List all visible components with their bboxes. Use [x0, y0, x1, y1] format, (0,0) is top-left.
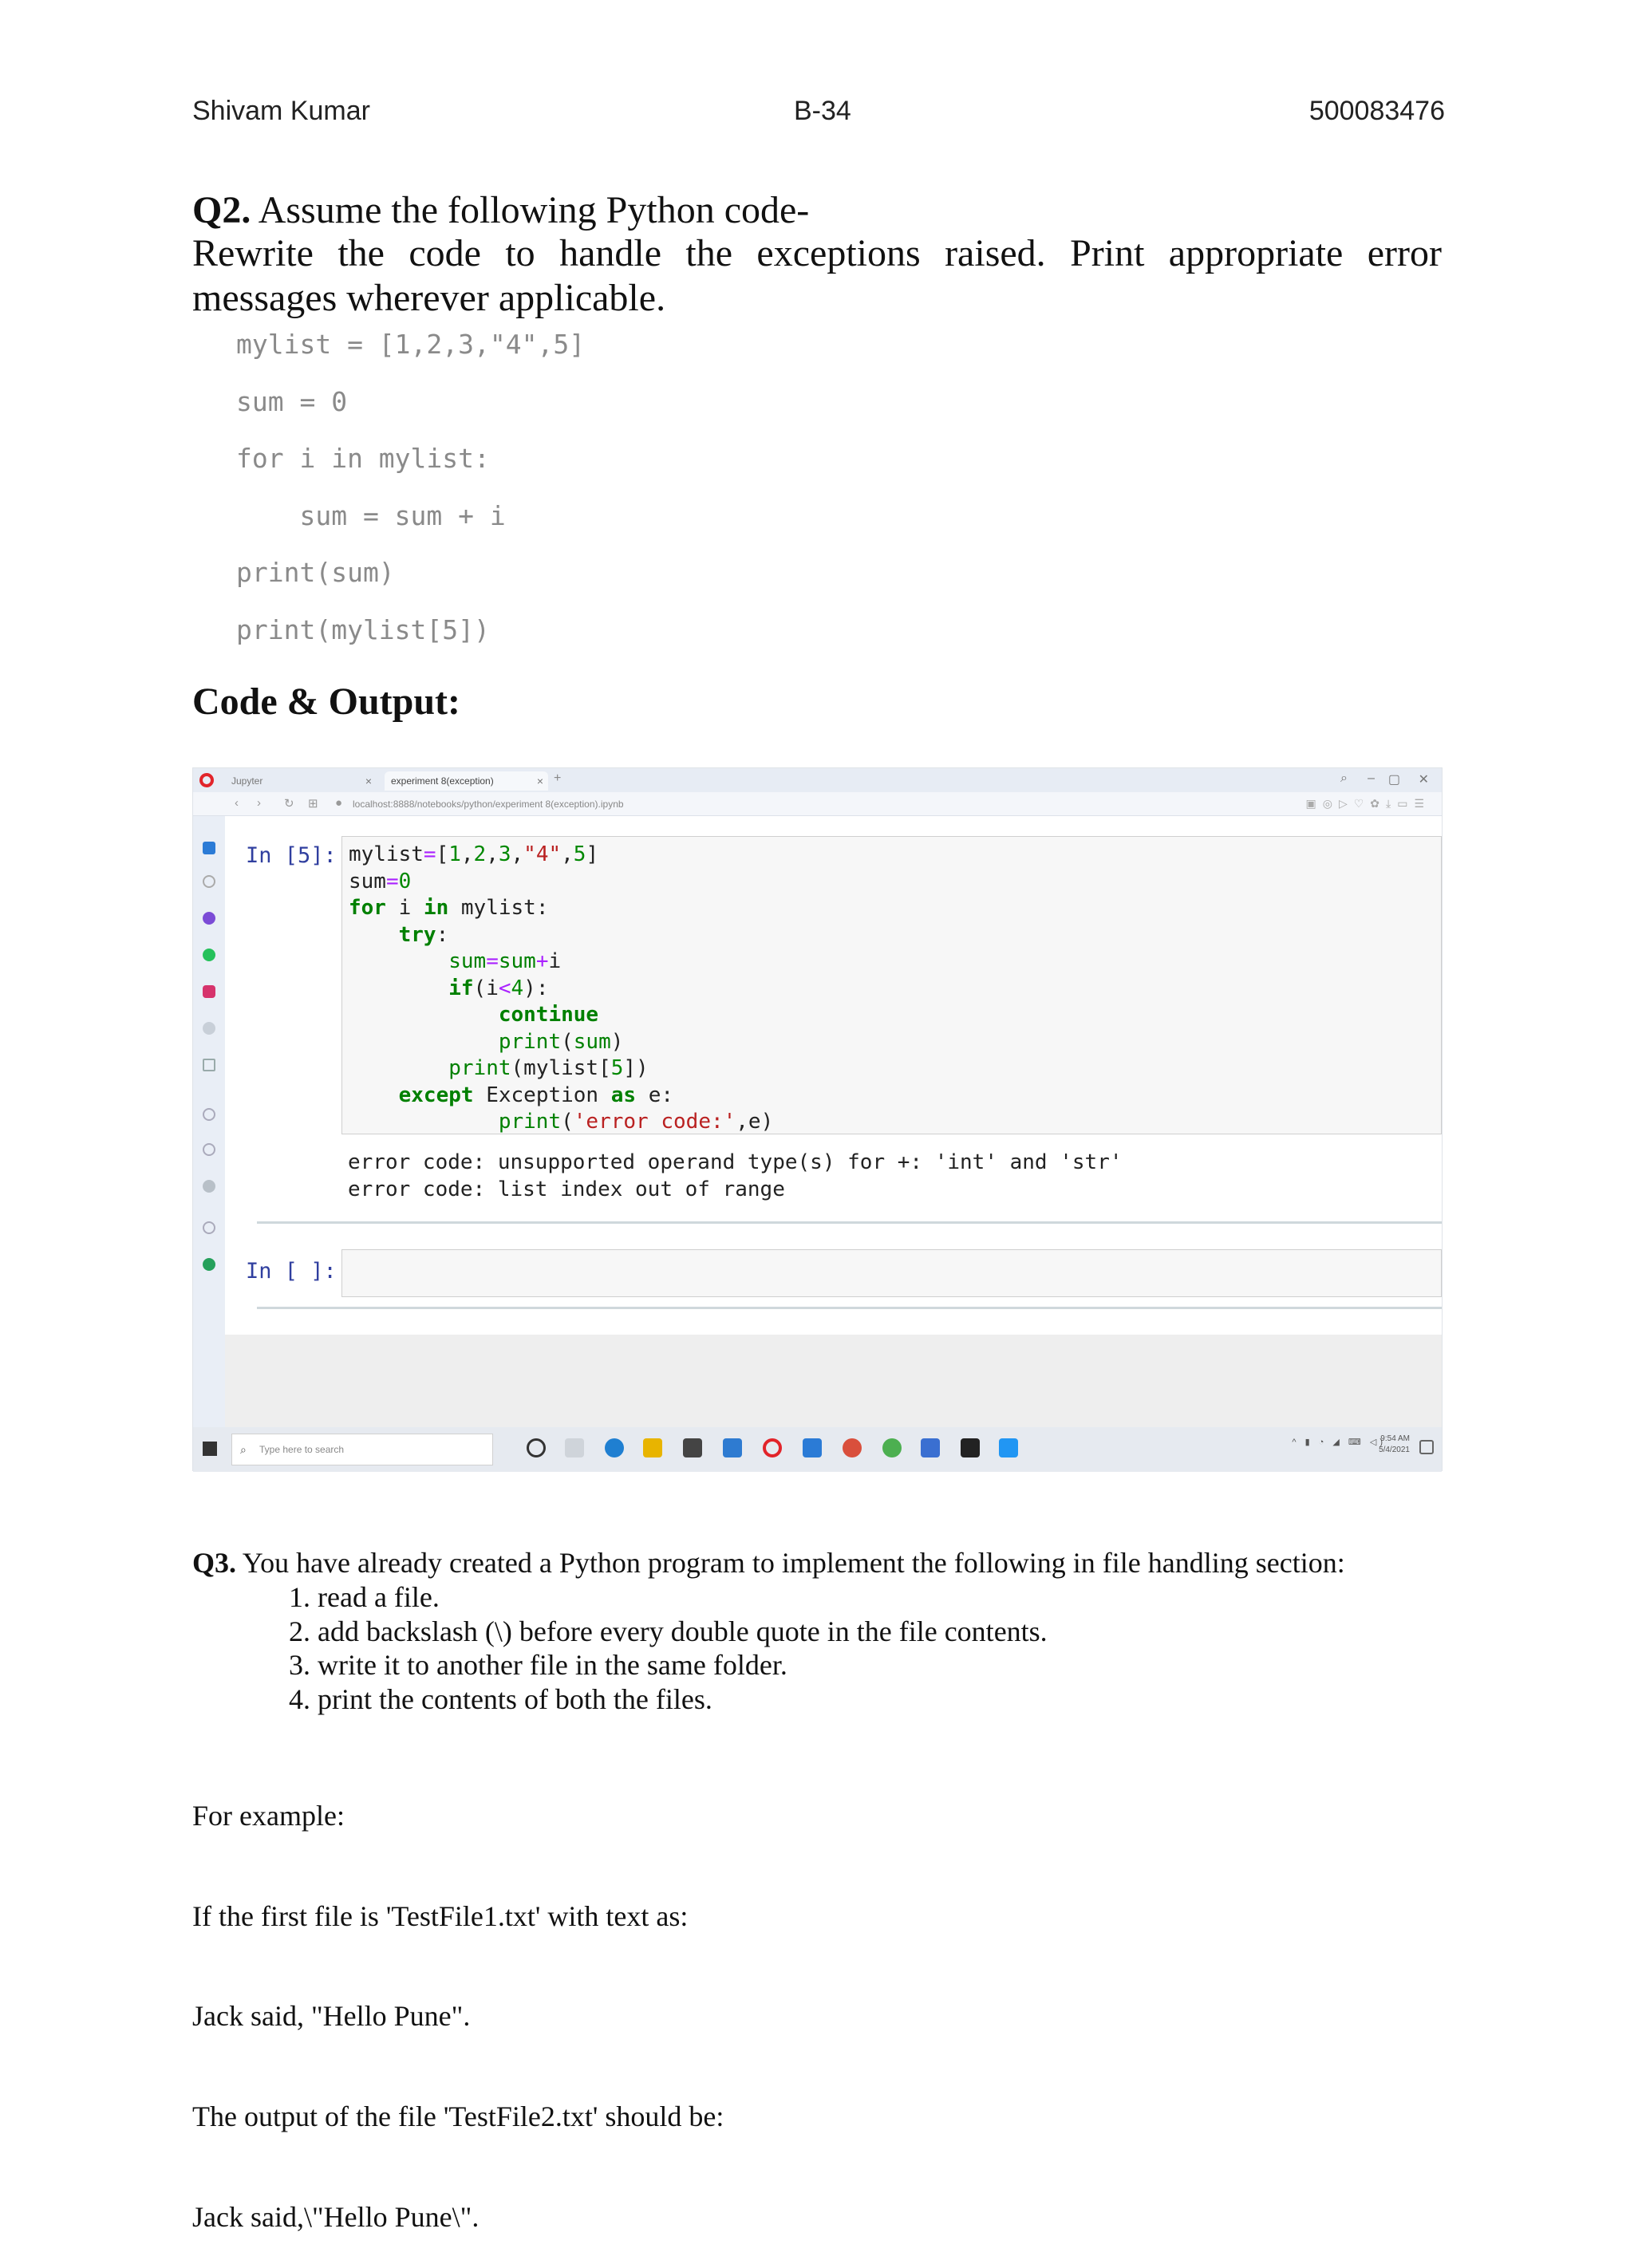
toolbar-icons[interactable]: ▣◎▷♡✿⤓▭☰	[1305, 797, 1431, 810]
list-item: 3. write it to another file in the same folder.	[289, 1649, 787, 1682]
whatsapp-icon[interactable]	[203, 949, 215, 961]
q2-heading	[192, 188, 809, 233]
tab-notebook[interactable]	[385, 771, 548, 791]
code-cell[interactable]: mylist=[1,2,3,"4",5] sum=0 for i in mylist: try: sum=sum+i if(i<4): continue print(sum) print(mylist[5]) except Exception as e: print('error code:',e)	[341, 836, 1442, 1134]
player-icon[interactable]	[203, 1059, 215, 1071]
system-tray[interactable]: ^ ▮ ◔ ◢ ⌨ ◁)	[1292, 1438, 1386, 1447]
speed-dial-icon[interactable]: ⊞	[308, 797, 318, 811]
q3-example	[192, 1733, 724, 2268]
speed-dial-sidebar-icon[interactable]	[203, 842, 215, 854]
q2-label: Q2.	[192, 189, 251, 231]
q2-title: Assume the following Python code-	[258, 189, 810, 231]
opera-taskbar-icon[interactable]	[763, 1438, 782, 1457]
windows-start-icon[interactable]	[203, 1442, 217, 1456]
code-line: print(mylist[5])	[236, 613, 490, 645]
example-line: For example:	[192, 1799, 345, 1832]
example-line: The output of the file 'TestFile2.txt' should be:	[192, 2100, 724, 2132]
photos-icon[interactable]	[999, 1438, 1018, 1457]
q2-code-block	[236, 329, 585, 671]
mail-icon[interactable]	[723, 1438, 742, 1457]
task-view-icon[interactable]	[565, 1438, 584, 1457]
chrome-icon[interactable]	[843, 1438, 862, 1457]
lock-icon: ●	[335, 796, 343, 810]
terminal-icon[interactable]	[961, 1438, 980, 1457]
cell-prompt: In [5]:	[246, 843, 337, 868]
close-window-icon[interactable]: ✕	[1418, 773, 1429, 787]
code-line: sum = sum + i	[236, 499, 506, 531]
cortana-icon[interactable]	[527, 1438, 546, 1457]
app-icon[interactable]	[921, 1438, 940, 1457]
notification-icon[interactable]	[1419, 1440, 1434, 1454]
taskbar-clock[interactable]	[1379, 1434, 1410, 1456]
history-icon[interactable]	[203, 1022, 215, 1035]
list-item: 1. read a file.	[289, 1581, 440, 1613]
code-line: for i in mylist:	[236, 443, 490, 474]
messenger-icon[interactable]	[203, 912, 215, 925]
batch-label: B-34	[794, 96, 851, 126]
notebook-area	[225, 816, 1442, 1427]
q3-heading	[192, 1546, 1345, 1580]
clock-icon[interactable]	[203, 1108, 215, 1121]
chrome-alt-icon[interactable]	[882, 1438, 902, 1457]
browser-tabbar	[193, 768, 1442, 792]
author-name: Shivam Kumar	[192, 96, 370, 126]
clock-date: 5/4/2021	[1379, 1446, 1410, 1454]
extensions-icon[interactable]	[203, 1143, 215, 1156]
code-line: print(sum)	[236, 557, 395, 588]
roll-number: 500083476	[1308, 96, 1445, 126]
notebook-screenshot	[192, 767, 1443, 1471]
vscode-icon[interactable]	[803, 1438, 822, 1457]
code-line: mylist = [1,2,3,"4",5]	[236, 329, 586, 360]
search-icon: ⌕	[240, 1443, 247, 1456]
list-item: 2. add backslash (\) before every double quote in the file contents.	[289, 1615, 1048, 1647]
browser-sidebar	[193, 816, 225, 1427]
bookmark-icon[interactable]	[203, 875, 215, 888]
notebook-footer	[225, 1335, 1442, 1427]
windows-taskbar	[193, 1427, 1442, 1472]
output-line: error code: unsupported operand type(s) for +: 'int' and 'str'	[348, 1150, 1123, 1174]
tab-label: Jupyter	[231, 775, 263, 787]
forward-icon[interactable]: ›	[257, 796, 261, 810]
q3-label: Q3.	[192, 1547, 237, 1579]
instagram-icon[interactable]	[203, 985, 215, 998]
example-line: Jack said, "Hello Pune".	[192, 2000, 471, 2033]
cell-separator	[257, 1307, 1442, 1309]
clock-time: 9:54 AM	[1380, 1434, 1410, 1443]
section-title: Code & Output:	[192, 680, 461, 723]
edge-icon[interactable]	[605, 1438, 624, 1457]
cell-output	[348, 1149, 1123, 1203]
empty-code-cell[interactable]	[341, 1249, 1442, 1297]
back-icon[interactable]: ‹	[235, 796, 239, 810]
maximize-icon[interactable]: ▢	[1387, 773, 1400, 787]
close-icon[interactable]: ×	[536, 775, 543, 787]
search-placeholder: Type here to search	[259, 1444, 345, 1455]
output-line: error code: list index out of range	[348, 1177, 785, 1201]
q3-list	[289, 1580, 1048, 1717]
new-tab-icon[interactable]: +	[554, 771, 562, 785]
tab-jupyter[interactable]	[225, 771, 377, 791]
list-item: 4. print the contents of both the files.	[289, 1683, 712, 1716]
taskbar-search[interactable]	[231, 1434, 493, 1465]
reload-icon[interactable]: ↻	[284, 797, 294, 811]
heart-icon[interactable]	[203, 1221, 215, 1234]
store-icon[interactable]	[683, 1438, 702, 1457]
minimize-icon[interactable]: –	[1368, 771, 1375, 785]
example-line: Jack said,\"Hello Pune\".	[192, 2200, 480, 2233]
cell-separator	[257, 1221, 1442, 1224]
status-icon[interactable]	[203, 1258, 215, 1271]
q2-body: Rewrite the code to handle the exceptions raised. Print appropriate error messages wherever applicable.	[192, 232, 1442, 319]
q3-text: You have already created a Python program to implement the following in file handling section:	[242, 1547, 1345, 1579]
address-bar	[193, 792, 1442, 816]
search-icon[interactable]: ⌕	[1340, 771, 1348, 785]
tab-label: experiment 8(exception)	[391, 775, 494, 787]
empty-cell-prompt: In [ ]:	[246, 1259, 337, 1284]
code-line: sum = 0	[236, 385, 348, 417]
close-icon[interactable]: ×	[365, 775, 372, 787]
url-field[interactable]: localhost:8888/notebooks/python/experiment 8(exception).ipynb	[353, 799, 624, 810]
example-line: If the first file is 'TestFile1.txt' with text as:	[192, 1899, 689, 1932]
settings-icon[interactable]	[203, 1180, 215, 1193]
opera-icon[interactable]	[199, 773, 214, 787]
file-explorer-icon[interactable]	[643, 1438, 662, 1457]
